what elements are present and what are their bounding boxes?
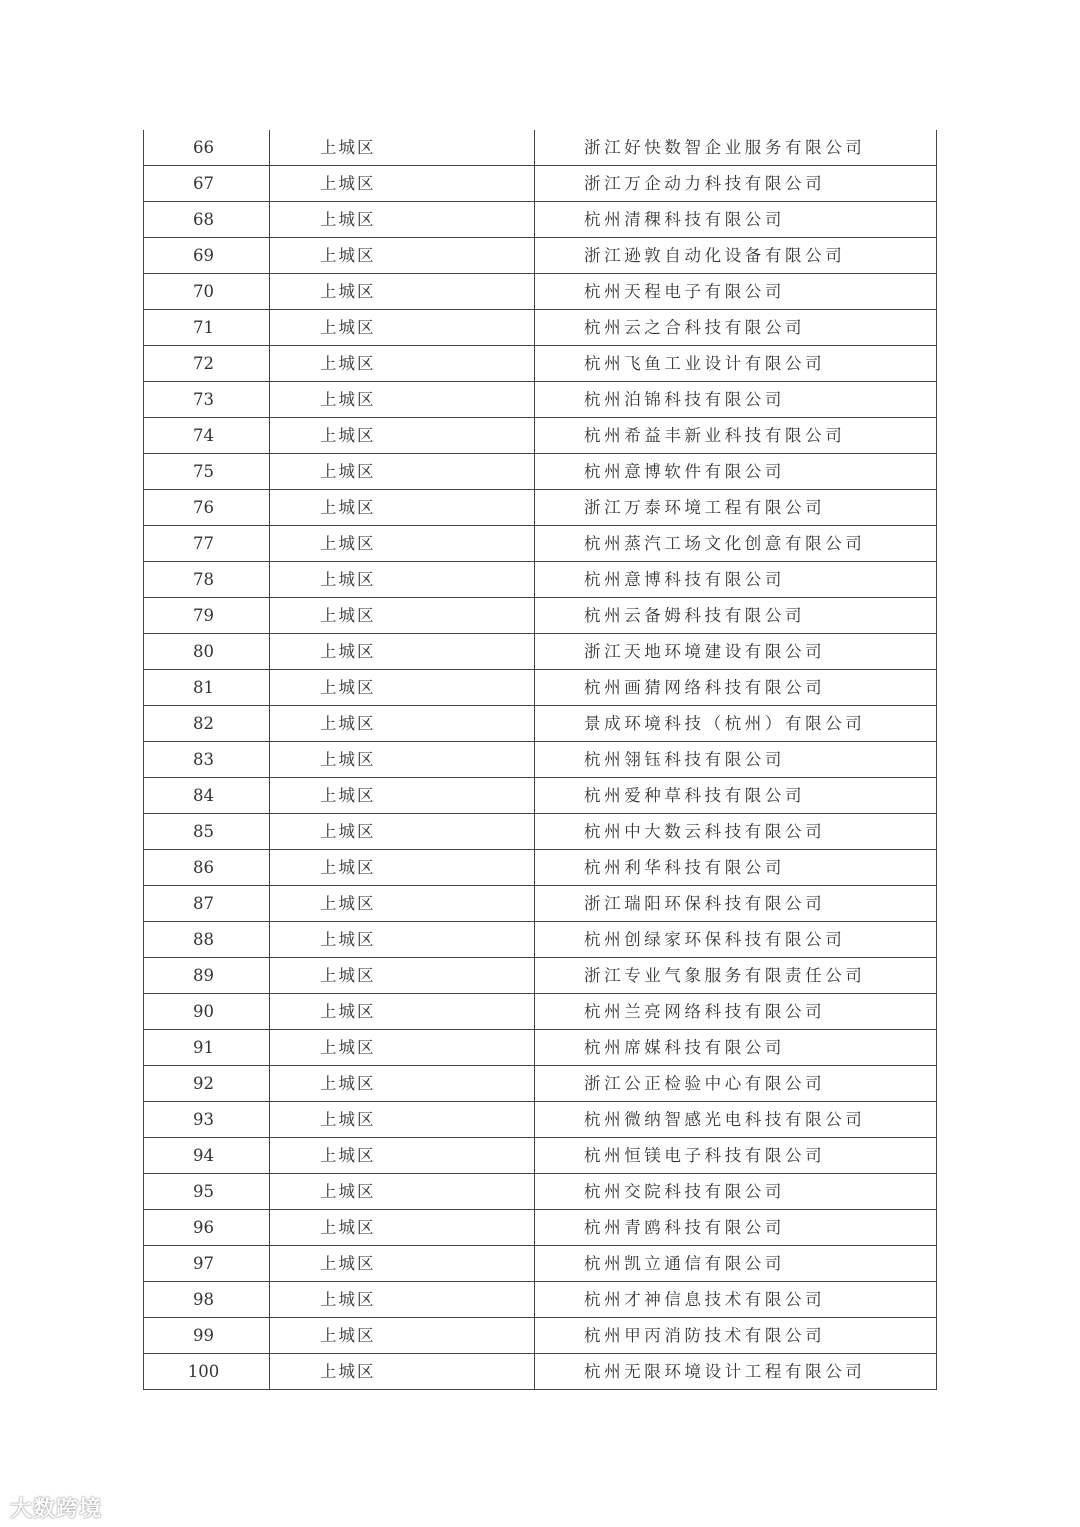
row-number-cell: 86 xyxy=(144,850,270,886)
company-name-cell: 浙江天地环境建设有限公司 xyxy=(535,634,937,670)
company-name-cell: 杭州青鸥科技有限公司 xyxy=(535,1210,937,1246)
district-cell: 上城区 xyxy=(270,526,535,562)
company-name-cell: 杭州交院科技有限公司 xyxy=(535,1174,937,1210)
table-row xyxy=(144,382,937,418)
table-row xyxy=(144,1138,937,1174)
district-cell: 上城区 xyxy=(270,922,535,958)
table-row xyxy=(144,994,937,1030)
company-name-cell: 杭州翎钰科技有限公司 xyxy=(535,742,937,778)
table-row xyxy=(144,1246,937,1282)
table-row xyxy=(144,238,937,274)
district-cell: 上城区 xyxy=(270,238,535,274)
table-row xyxy=(144,346,937,382)
table-row xyxy=(144,310,937,346)
row-number-cell: 96 xyxy=(144,1210,270,1246)
district-cell: 上城区 xyxy=(270,598,535,634)
company-name-cell: 浙江万泰环境工程有限公司 xyxy=(535,490,937,526)
row-number-cell: 83 xyxy=(144,742,270,778)
row-number-cell: 72 xyxy=(144,346,270,382)
row-number-cell: 82 xyxy=(144,706,270,742)
row-number-cell: 90 xyxy=(144,994,270,1030)
row-number-cell: 74 xyxy=(144,418,270,454)
table-row xyxy=(144,778,937,814)
company-name-cell: 景成环境科技（杭州）有限公司 xyxy=(535,706,937,742)
district-cell: 上城区 xyxy=(270,706,535,742)
table-row xyxy=(144,1282,937,1318)
row-number-cell: 75 xyxy=(144,454,270,490)
row-number-cell: 71 xyxy=(144,310,270,346)
company-name-cell: 杭州天程电子有限公司 xyxy=(535,274,937,310)
district-cell: 上城区 xyxy=(270,850,535,886)
district-cell: 上城区 xyxy=(270,1246,535,1282)
table-row xyxy=(144,634,937,670)
row-number-cell: 81 xyxy=(144,670,270,706)
company-name-cell: 杭州云备姆科技有限公司 xyxy=(535,598,937,634)
table-row xyxy=(144,1066,937,1102)
district-cell: 上城区 xyxy=(270,490,535,526)
row-number-cell: 97 xyxy=(144,1246,270,1282)
table-row xyxy=(144,130,937,166)
company-name-cell: 杭州创绿家环保科技有限公司 xyxy=(535,922,937,958)
district-cell: 上城区 xyxy=(270,166,535,202)
company-name-cell: 杭州凯立通信有限公司 xyxy=(535,1246,937,1282)
company-name-cell: 杭州清稞科技有限公司 xyxy=(535,202,937,238)
district-cell: 上城区 xyxy=(270,814,535,850)
district-cell: 上城区 xyxy=(270,886,535,922)
table-row xyxy=(144,274,937,310)
district-cell: 上城区 xyxy=(270,274,535,310)
company-name-cell: 杭州云之合科技有限公司 xyxy=(535,310,937,346)
district-cell: 上城区 xyxy=(270,742,535,778)
row-number-cell: 67 xyxy=(144,166,270,202)
table-row xyxy=(144,1174,937,1210)
table-row xyxy=(144,1318,937,1354)
row-number-cell: 69 xyxy=(144,238,270,274)
table-row xyxy=(144,1102,937,1138)
table-row xyxy=(144,1210,937,1246)
district-cell: 上城区 xyxy=(270,1030,535,1066)
district-cell: 上城区 xyxy=(270,1282,535,1318)
row-number-cell: 87 xyxy=(144,886,270,922)
row-number-cell: 70 xyxy=(144,274,270,310)
district-cell: 上城区 xyxy=(270,994,535,1030)
row-number-cell: 85 xyxy=(144,814,270,850)
district-cell: 上城区 xyxy=(270,634,535,670)
row-number-cell: 66 xyxy=(144,130,270,166)
company-name-cell: 杭州兰亮网络科技有限公司 xyxy=(535,994,937,1030)
company-name-cell: 杭州中大数云科技有限公司 xyxy=(535,814,937,850)
row-number-cell: 94 xyxy=(144,1138,270,1174)
district-cell: 上城区 xyxy=(270,670,535,706)
company-name-cell: 杭州画猜网络科技有限公司 xyxy=(535,670,937,706)
company-name-cell: 浙江好快数智企业服务有限公司 xyxy=(535,130,937,166)
row-number-cell: 91 xyxy=(144,1030,270,1066)
row-number-cell: 77 xyxy=(144,526,270,562)
table-row xyxy=(144,1354,937,1390)
table-row xyxy=(144,922,937,958)
row-number-cell: 78 xyxy=(144,562,270,598)
table-row xyxy=(144,958,937,994)
district-cell: 上城区 xyxy=(270,778,535,814)
company-name-cell: 杭州无限环境设计工程有限公司 xyxy=(535,1354,937,1390)
district-cell: 上城区 xyxy=(270,958,535,994)
row-number-cell: 93 xyxy=(144,1102,270,1138)
company-name-cell: 浙江专业气象服务有限责任公司 xyxy=(535,958,937,994)
table-row xyxy=(144,886,937,922)
row-number-cell: 88 xyxy=(144,922,270,958)
row-number-cell: 98 xyxy=(144,1282,270,1318)
table-row xyxy=(144,166,937,202)
row-number-cell: 73 xyxy=(144,382,270,418)
row-number-cell: 99 xyxy=(144,1318,270,1354)
row-number-cell: 79 xyxy=(144,598,270,634)
row-number-cell: 92 xyxy=(144,1066,270,1102)
company-name-cell: 浙江万企动力科技有限公司 xyxy=(535,166,937,202)
district-cell: 上城区 xyxy=(270,202,535,238)
company-name-cell: 杭州利华科技有限公司 xyxy=(535,850,937,886)
company-name-cell: 杭州席媒科技有限公司 xyxy=(535,1030,937,1066)
table-row xyxy=(144,202,937,238)
table-row xyxy=(144,454,937,490)
company-name-cell: 杭州泊锦科技有限公司 xyxy=(535,382,937,418)
row-number-cell: 95 xyxy=(144,1174,270,1210)
district-cell: 上城区 xyxy=(270,382,535,418)
district-cell: 上城区 xyxy=(270,562,535,598)
district-cell: 上城区 xyxy=(270,130,535,166)
table-row xyxy=(144,490,937,526)
company-name-cell: 杭州微纳智感光电科技有限公司 xyxy=(535,1102,937,1138)
row-number-cell: 80 xyxy=(144,634,270,670)
company-name-cell: 杭州恒镁电子科技有限公司 xyxy=(535,1138,937,1174)
district-cell: 上城区 xyxy=(270,1174,535,1210)
table-row xyxy=(144,670,937,706)
row-number-cell: 68 xyxy=(144,202,270,238)
company-name-cell: 杭州意博软件有限公司 xyxy=(535,454,937,490)
row-number-cell: 84 xyxy=(144,778,270,814)
district-cell: 上城区 xyxy=(270,310,535,346)
district-cell: 上城区 xyxy=(270,1354,535,1390)
table-row xyxy=(144,742,937,778)
company-list-table xyxy=(143,130,937,1390)
district-cell: 上城区 xyxy=(270,418,535,454)
district-cell: 上城区 xyxy=(270,1066,535,1102)
table-row xyxy=(144,526,937,562)
company-name-cell: 浙江逊敦自动化设备有限公司 xyxy=(535,238,937,274)
company-name-cell: 杭州希益丰新业科技有限公司 xyxy=(535,418,937,454)
table-row xyxy=(144,850,937,886)
company-name-cell: 杭州甲丙消防技术有限公司 xyxy=(535,1318,937,1354)
district-cell: 上城区 xyxy=(270,1138,535,1174)
table-row xyxy=(144,706,937,742)
table-row xyxy=(144,1030,937,1066)
row-number-cell: 100 xyxy=(144,1354,270,1390)
row-number-cell: 89 xyxy=(144,958,270,994)
district-cell: 上城区 xyxy=(270,346,535,382)
watermark-logo xyxy=(10,1492,102,1523)
company-name-cell: 杭州爱种草科技有限公司 xyxy=(535,778,937,814)
company-name-cell: 杭州意博科技有限公司 xyxy=(535,562,937,598)
company-name-cell: 杭州飞鱼工业设计有限公司 xyxy=(535,346,937,382)
table-row xyxy=(144,598,937,634)
company-name-cell: 浙江公正检验中心有限公司 xyxy=(535,1066,937,1102)
table-row xyxy=(144,562,937,598)
district-cell: 上城区 xyxy=(270,1318,535,1354)
company-name-cell: 浙江瑞阳环保科技有限公司 xyxy=(535,886,937,922)
table-row xyxy=(144,418,937,454)
district-cell: 上城区 xyxy=(270,1102,535,1138)
district-cell: 上城区 xyxy=(270,454,535,490)
company-name-cell: 杭州才神信息技术有限公司 xyxy=(535,1282,937,1318)
row-number-cell: 76 xyxy=(144,490,270,526)
company-name-cell: 杭州蒸汽工场文化创意有限公司 xyxy=(535,526,937,562)
table-row xyxy=(144,814,937,850)
district-cell: 上城区 xyxy=(270,1210,535,1246)
watermark-text: 大数跨境 xyxy=(10,1497,103,1522)
